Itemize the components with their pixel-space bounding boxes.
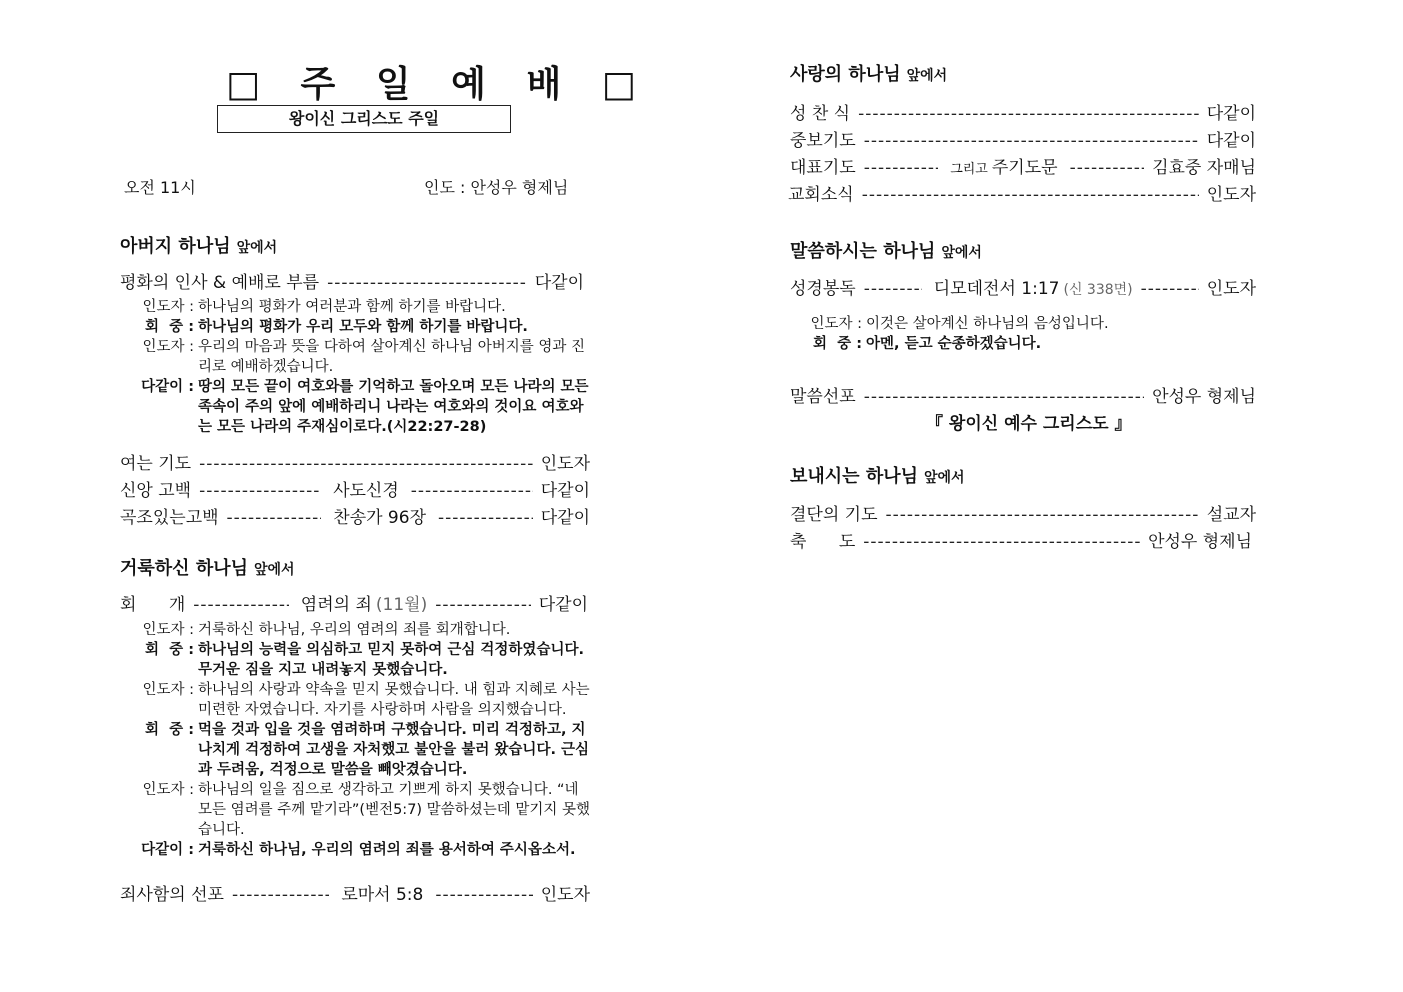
resp-line: 인도자 : 하나님의 사랑과 약속을 믿지 못했습니다. 내 힘과 지혜로 사는 미련한 자였습니다. 자기를 사랑하며 사람을 의지했습니다. bbox=[142, 682, 590, 718]
section-title: 아버지 하나님 bbox=[120, 236, 231, 257]
section-sending: 보내시는 하나님 앞에서 bbox=[790, 466, 965, 487]
responsive-reading-3 bbox=[788, 314, 1258, 354]
resp-line: 다같이 : 땅의 모든 끝이 여호와를 기억하고 돌아오며 모든 나라의 모든 족속이 주의 앞에 예배하리니 나라는 여호와의 것이요 여호와는 모든 나라의 주재심이로다.(시22:27-28) bbox=[141, 379, 589, 435]
resp-line: 회 중 : 하나님의 평화가 우리 모두와 함께 하기를 바랍니다. bbox=[145, 319, 528, 335]
order-item-creed: 신앙 고백 ----- 사도신경 ----- 다같이 bbox=[120, 476, 590, 501]
order-item-sermon: 말씀선포 ----- 안성우 형제님 bbox=[790, 382, 1256, 407]
resp-line: 다같이 : 거룩하신 하나님, 우리의 염려의 죄를 용서하여 주시옵소서. bbox=[141, 842, 576, 858]
item-right: 다같이 bbox=[534, 273, 584, 293]
section-holy: 거룩하신 하나님 앞에서 bbox=[120, 558, 295, 579]
section-father bbox=[120, 232, 277, 258]
order-item-commitment-prayer: 결단의 기도 ----- 설교자 bbox=[790, 500, 1256, 525]
section-speaking: 말씀하시는 하나님 앞에서 bbox=[790, 241, 982, 262]
service-leader: 인도 : 안성우 형제님 bbox=[424, 178, 569, 197]
resp-line: 인도자 : 이것은 살아계신 하나님의 음성입니다. bbox=[810, 316, 1109, 332]
section-love: 사랑의 하나님 앞에서 bbox=[790, 64, 948, 85]
order-item-repentance: 회 개 ----- 염려의 죄 (11월) ----- 다같이 bbox=[120, 590, 588, 615]
resp-line: 회 중 : 아멘, 듣고 순종하겠습니다. bbox=[813, 336, 1042, 352]
sermon-title: 『 왕이신 예수 그리스도 』 bbox=[926, 414, 1132, 434]
order-item-intercession: 중보기도 ----- 다같이 bbox=[790, 126, 1256, 151]
subtitle-box: 왕이신 그리스도 주일 bbox=[217, 105, 511, 133]
item-label: 평화의 인사 & 예배로 부름 bbox=[120, 273, 320, 293]
resp-line: 회 중 : 하나님의 능력을 의심하고 믿지 못하여 근심 걱정하였습니다. 무거운 짐을 지고 내려놓지 못했습니다. bbox=[145, 642, 584, 678]
order-item-scripture: 성경봉독 ----- 디모데전서 1:17 (신 338면) ----- 인도자 bbox=[790, 274, 1256, 299]
resp-line: 인도자 : 거룩하신 하나님, 우리의 염려의 죄를 회개합니다. bbox=[142, 622, 511, 638]
resp-line: 인도자 : 하나님의 일을 짐으로 생각하고 기쁘게 하지 못했습니다. “네 모든 염려를 주께 맡기라”(벧전5:7) 말씀하셨는데 맡기지 못했습니다. bbox=[142, 782, 590, 838]
resp-line: 인도자 : 하나님의 평화가 여러분과 함께 하기를 바랍니다. bbox=[142, 299, 506, 315]
page-title: □ 주 일 예 배 □ bbox=[226, 64, 650, 105]
order-item-absolution: 죄사함의 선포 ----- 로마서 5:8 ----- 인도자 bbox=[120, 880, 590, 905]
order-item-opening-prayer: 여는 기도 ----- 인도자 bbox=[120, 449, 590, 474]
order-item-greeting bbox=[120, 268, 584, 293]
order-item-communion: 성 찬 식 ----- 다같이 bbox=[790, 99, 1256, 124]
responsive-reading-2 bbox=[120, 620, 592, 860]
order-item-hymn: 곡조있는고백 ----- 찬송가 96장 ----- 다같이 bbox=[120, 503, 590, 528]
responsive-reading-1 bbox=[120, 297, 590, 437]
order-item-announcements: 교회소식 ----- 인도자 bbox=[788, 180, 1256, 205]
section-suffix: 앞에서 bbox=[236, 240, 278, 256]
resp-line: 인도자 : 우리의 마음과 뜻을 다하여 살아계신 하나님 아버지를 영과 진리로 예배하겠습니다. bbox=[142, 339, 586, 375]
service-time: 오전 11시 bbox=[124, 178, 196, 197]
order-item-benediction: 축 도 ----- 안성우 형제님 bbox=[790, 527, 1252, 552]
resp-line: 회 중 : 먹을 것과 입을 것을 염려하며 구했습니다. 미리 걱정하고, 지나치게 걱정하여 고생을 자처했고 불안을 불러 왔습니다. 근심과 두려움, 걱정으로 말씀을 빼앗겼습니다. bbox=[145, 722, 590, 778]
order-item-representative-prayer: 대표기도 ----- 그리고 주기도문 ----- 김효중 자매님 bbox=[790, 153, 1256, 178]
